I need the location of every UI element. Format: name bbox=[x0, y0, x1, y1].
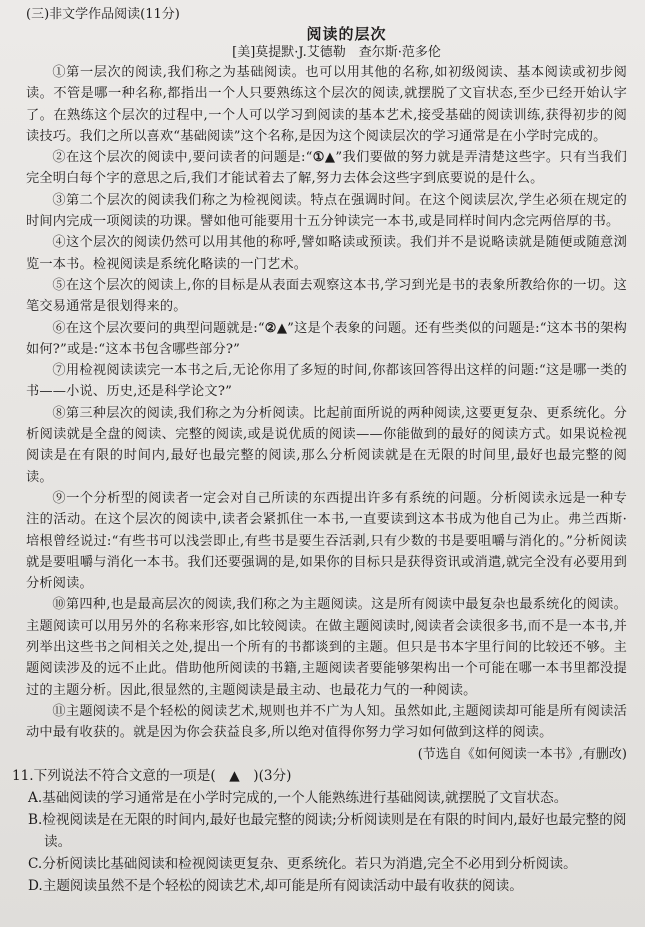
paragraph-2 bbox=[26, 147, 627, 190]
option-b: B.检视阅读是在无限的时间内,最好也最完整的阅读;分析阅读则是在有限的时间内,最好也最完整的阅读。 bbox=[28, 811, 627, 850]
fill-in-blank-1: ①▲ bbox=[312, 150, 336, 166]
paragraph-text: ⑩第四种,也是最高层次的阅读,我们称之为主题阅读。这是所有阅读中最复杂也最系统化的阅读。主题阅读可以用另外的名称来形容,如比较阅读。在做主题阅读时,阅读者会读很多书,而不是一本书,并列举出这些书之间相关之处,提出一个所有的书都谈到的主题。但只是书本字里行间的比较还不够。主题阅读涉及的远不止此。借助他所阅读的书籍,主题阅读者要能够架构出一个可能在哪一本书里都没提过的主题分析。因此,很显然的,主题阅读是最主动、也最花力气的一种阅读。 bbox=[26, 597, 627, 698]
fill-in-blank-2: ②▲ bbox=[264, 320, 288, 336]
paragraph-1 bbox=[26, 62, 627, 147]
paragraph-text: ⑪主题阅读不是个轻松的阅读艺术,规则也并不广为人知。虽然如此,主题阅读却可能是所有阅读活动中最有收获的。就是因为你会获益良多,所以绝对值得你努力学习如何做到这样的阅读。 bbox=[26, 703, 627, 741]
paragraph-4 bbox=[26, 232, 627, 275]
article-body bbox=[26, 62, 627, 744]
option-d: D.主题阅读虽然不是个轻松的阅读艺术,却可能是所有阅读活动中最有收获的阅读。 bbox=[28, 877, 523, 894]
paragraph-3 bbox=[26, 190, 627, 233]
paragraph-text: ②在这个层次的阅读中,要问读者的问题是:“ bbox=[52, 150, 313, 166]
question-stem: 11.下列说法不符合文意的一项是( ▲ )(3分) bbox=[12, 767, 292, 784]
paragraph-text: ⑨一个分析型的阅读者一定会对自己所读的东西提出许多有系统的问题。分析阅读永远是一种专注的活动。在这个层次的阅读中,读者会紧抓住一本书,一直要读到这本书成为他自己为止。弗兰西斯·培根曾经说过:“有些书可以浅尝即止,有些书是要生吞活剥,只有少数的书是要咀嚼与消化的。”分析阅读就是要咀嚼与消化一本书。我们还要强调的是,如果你的目标只是获得资讯或消遣,就完全没有必要用到分析阅读。 bbox=[26, 490, 627, 592]
article-authors: [美]莫提默·J.艾德勒 查尔斯·范多伦 bbox=[232, 45, 441, 60]
article-source: (节选自《如何阅读一本书》,有删改) bbox=[417, 746, 627, 762]
paragraph-text: ⑧第三种层次的阅读,我们称之为分析阅读。比起前面所说的两种阅读,这要更复杂、更系统化。分析阅读就是全盘的阅读、完整的阅读,或是说优质的阅读——你能做到的最好的阅读方式。如果说检视阅读是在有限的时间内,最好也最完整的阅读,那么分析阅读就是在无限的时间里,最好也最完整的阅读。 bbox=[26, 405, 627, 485]
section-heading: (三)非文学作品阅读(11分) bbox=[26, 7, 180, 22]
paragraph-10 bbox=[26, 594, 627, 700]
paragraph-text: ⑤在这个层次的阅读上,你的目标是从表面去观察这本书,学习到光是书的表象所教给你的一切。这笔交易通常是很划得来的。 bbox=[26, 277, 627, 315]
option-a: A.基础阅读的学习通常是在小学时完成的,一个人能熟练进行基础阅读,就摆脱了文盲状态。 bbox=[28, 789, 568, 806]
paragraph-text: ⑦用检视阅读读完一本书之后,无论你用了多短的时间,你都该回答得出这样的问题:“这是哪一类的书——小说、历史,还是科学论文?” bbox=[26, 363, 627, 400]
option-c: C.分析阅读比基础阅读和检视阅读更复杂、更系统化。若只为消遣,完全不必用到分析阅读。 bbox=[28, 855, 577, 872]
paragraph-text: ④这个层次的阅读仍然可以用其他的称呼,譬如略读或预读。我们并不是说略读就是随便或随意浏览一本书。检视阅读是系统化略读的一门艺术。 bbox=[26, 235, 627, 272]
paragraph-5 bbox=[26, 275, 627, 318]
paragraph-11 bbox=[26, 701, 627, 744]
paragraph-text: ”这是个表象的问题。还有些类似的问题是:“这本书的架构如何?”或是:“这本书包含哪些部分?” bbox=[26, 320, 627, 357]
paragraph-text: ”我们要做的努力就是弄清楚这些字。只有当我们完全明白每个字的意思之后,我们才能试着去了解,努力去体会这些字到底要说的是什么。 bbox=[26, 150, 628, 187]
article-title: 阅读的层次 bbox=[306, 25, 387, 43]
paragraph-text: ①第一层次的阅读,我们称之为基础阅读。也可以用其他的名称,如初级阅读、基本阅读或初步阅读。不管是哪一种名称,都指出一个人只要熟练这个层次的阅读,就摆脱了文盲状态,至少已经开始认字了。在熟练这个层次的过程中,一个人可以学习到阅读的基本艺术,接受基础的阅读训练,获得初步的阅读技巧。我们之所以喜欢“基础阅读”这个名称,是因为这个阅读层次的学习通常是在小学时完成的。 bbox=[26, 65, 627, 144]
paragraph-8 bbox=[26, 403, 627, 488]
paragraph-7 bbox=[26, 360, 627, 403]
paragraph-6 bbox=[26, 318, 627, 361]
paragraph-text: ⑥在这个层次要问的典型问题就是:“ bbox=[52, 320, 265, 336]
paragraph-9 bbox=[26, 488, 627, 594]
paragraph-text: ③第二个层次的阅读我们称之为检视阅读。特点在强调时间。在这个阅读层次,学生必须在规定的时间内完成一项阅读的功课。譬如他可能要用十五分钟读完一本书,或是同样时间内念完两倍厚的书。 bbox=[26, 192, 627, 230]
